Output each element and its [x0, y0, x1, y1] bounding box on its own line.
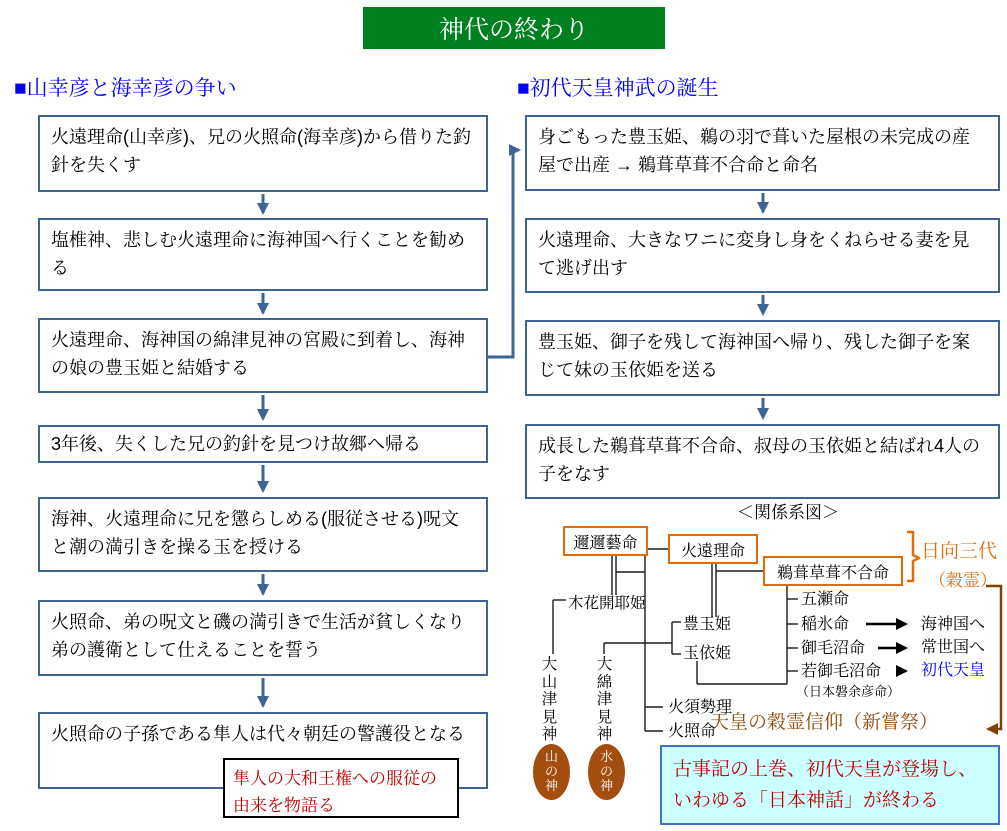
deity-role-label: 山の神	[544, 748, 558, 794]
tree-box-hoori: 火遠理命	[668, 534, 758, 564]
tree-name-child: 稲氷命	[801, 616, 850, 633]
left-section-heading: ■山幸彦と海幸彦の争い	[14, 77, 237, 100]
flow-step-box: 火照命、弟の呪文と磯の満引きで生活が貧しくなり弟の護衛として仕えることを誓う	[38, 600, 488, 676]
deity-role-badge-sea	[588, 744, 625, 800]
flow-step-box: 身ごもった豊玉姫、鵜の羽で葺いた屋根の未完成の産屋で出産 → 鵜葺草葺不合命と命名	[525, 115, 1000, 191]
deity-name-mountain: 大山津見神	[541, 656, 558, 743]
tree-box-ugayafukiaezu: 鵜葺草葺不合命	[763, 556, 903, 586]
page-title: 神代の終わり	[363, 7, 665, 49]
deity-role-label: 水の神	[599, 748, 613, 794]
flow-step-box: 3年後、失くした兄の釣針を見つけ故郷へ帰る	[38, 425, 488, 463]
deity-name-sea: 大綿津見神	[596, 656, 613, 743]
child-destination-first-emperor: 初代天皇	[921, 662, 986, 679]
tree-name-child: 御毛沼命	[801, 640, 866, 657]
tree-name-hosuseri: 火須勢理	[668, 699, 733, 716]
dynasty-label: 日向三代	[921, 541, 998, 562]
deity-role-badge-mountain	[533, 744, 570, 800]
dynasty-sublabel: （穀霊）	[929, 571, 997, 590]
cross-column-connector	[488, 150, 519, 357]
flow-step-box: 成長した鵜葺草葺不合命、叔母の玉依姫と結ばれ4人の子をなす	[525, 424, 1000, 499]
child-destination: 常世国へ	[921, 639, 986, 656]
tree-name-child: 若御毛沼命	[801, 663, 882, 680]
tree-name-hoderi: 火照命	[668, 723, 717, 740]
belief-bracket-arrow-icon	[986, 586, 1001, 729]
child-destination: 海神国へ	[921, 616, 986, 633]
tree-name-toyotama: 豊玉姫	[683, 616, 732, 633]
flow-step-box: 火遠理命(山幸彦)、兄の火照命(海幸彦)から借りた釣針を失くす	[38, 115, 488, 192]
conclusion-note: 古事記の上巻、初代天皇が登場し、いわゆる「日本神話」が終わる	[660, 745, 1000, 825]
flow-step-box: 火遠理命、海神国の綿津見神の宮殿に到着し、海神の娘の豊玉姫と結婚する	[38, 318, 488, 393]
flow-step-box: 豊玉姫、御子を残して海神国へ帰り、残した御子を案じて妹の玉依姫を送る	[525, 320, 1000, 396]
tree-name-konohana: 木花開耶姫	[568, 595, 646, 612]
flow-step-box: 火照命の子孫である隼人は代々朝廷の警護役となる	[38, 712, 488, 789]
child-alias: （日本磐余彦命）	[796, 684, 901, 699]
annotation-note: 隼人の大和王権への服従の由来を物語る	[223, 758, 459, 818]
tree-name-child: 五瀬命	[801, 591, 850, 608]
tree-box-ninigi: 邇邇藝命	[563, 526, 648, 556]
right-section-heading: ■初代天皇神武の誕生	[517, 77, 719, 100]
tree-name-tamayori: 玉依姫	[683, 645, 732, 662]
tree-heading: ＜関係系図＞	[737, 503, 839, 522]
dynasty-bracket-icon	[907, 532, 919, 581]
flow-step-box: 塩椎神、悲しむ火遠理命に海神国へ行くことを勧める	[38, 218, 488, 291]
flow-step-box: 火遠理命、大きなワニに変身し身をくねらせる妻を見て逃げ出す	[525, 218, 1000, 293]
flow-step-box: 海神、火遠理命に兄を懲らしめる(服従させる)呪文と潮の満引きを操る玉を授ける	[38, 497, 488, 572]
belief-note: 天皇の穀霊信仰（新嘗祭）	[710, 712, 939, 733]
